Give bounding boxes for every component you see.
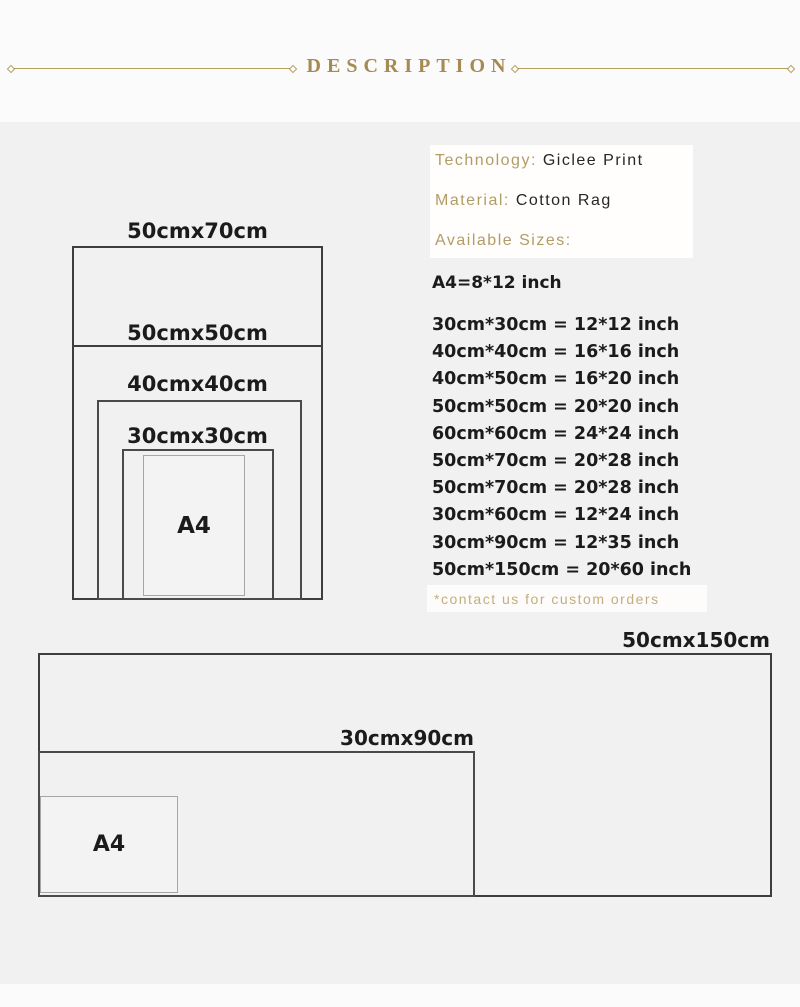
size-label-30x90: 30cmx90cm [340, 726, 474, 750]
size-row: 40cm*50cm = 16*20 inch [432, 369, 680, 390]
size-row: 40cm*40cm = 16*16 inch [432, 342, 680, 363]
size-row: 50cm*70cm = 20*28 inch [432, 451, 680, 472]
rect-50x50-top-edge [72, 345, 323, 347]
technology-row [435, 152, 644, 174]
size-label-50x50: 50cmx50cm [127, 321, 268, 345]
size-row: 60cm*60cm = 24*24 inch [432, 423, 680, 444]
divider-line [14, 68, 290, 69]
a4-label: A4 [92, 832, 126, 857]
size-label-30x30: 30cmx30cm [127, 424, 268, 448]
available-sizes-row [435, 232, 572, 254]
a4-swatch-portrait [143, 455, 245, 596]
size-row: 30cm*90cm = 12*35 inch [432, 532, 680, 553]
material-row [435, 192, 612, 214]
technology-label: Technology: [435, 152, 537, 169]
size-row: 50cm*70cm = 20*28 inch [432, 478, 680, 499]
diamond-icon [787, 64, 795, 72]
size-row: 50cm*50cm = 20*20 inch [432, 396, 680, 417]
size-label-40x40: 40cmx40cm [127, 372, 268, 396]
divider-ornament-left [8, 62, 296, 75]
size-row: 50cm*150cm = 20*60 inch [432, 559, 692, 580]
size-row: 30cm*30cm = 12*12 inch [432, 315, 680, 335]
diamond-icon [7, 64, 15, 72]
size-conversion-list [432, 312, 691, 584]
material-label: Material: [435, 192, 510, 209]
diamond-icon [511, 64, 519, 72]
custom-orders-note: *contact us for custom orders [427, 585, 707, 612]
diamond-icon [289, 64, 297, 72]
divider-ornament-right [512, 62, 794, 75]
page-title: DESCRIPTION [306, 55, 512, 77]
a4-swatch-panoramic [40, 796, 178, 893]
material-value: Cotton Rag [515, 192, 612, 209]
size-label-50x70: 50cmx70cm [127, 219, 268, 243]
size-row: 30cm*60cm = 12*24 inch [432, 505, 680, 526]
a4-label: A4 [177, 512, 211, 539]
a4-equivalence-note: A4=8*12 inch [432, 273, 562, 293]
divider-line [518, 68, 788, 69]
technology-value: Giclee Print [542, 152, 644, 169]
available-sizes-label: Available Sizes: [435, 232, 572, 249]
size-label-50x150: 50cmx150cm [622, 628, 770, 652]
